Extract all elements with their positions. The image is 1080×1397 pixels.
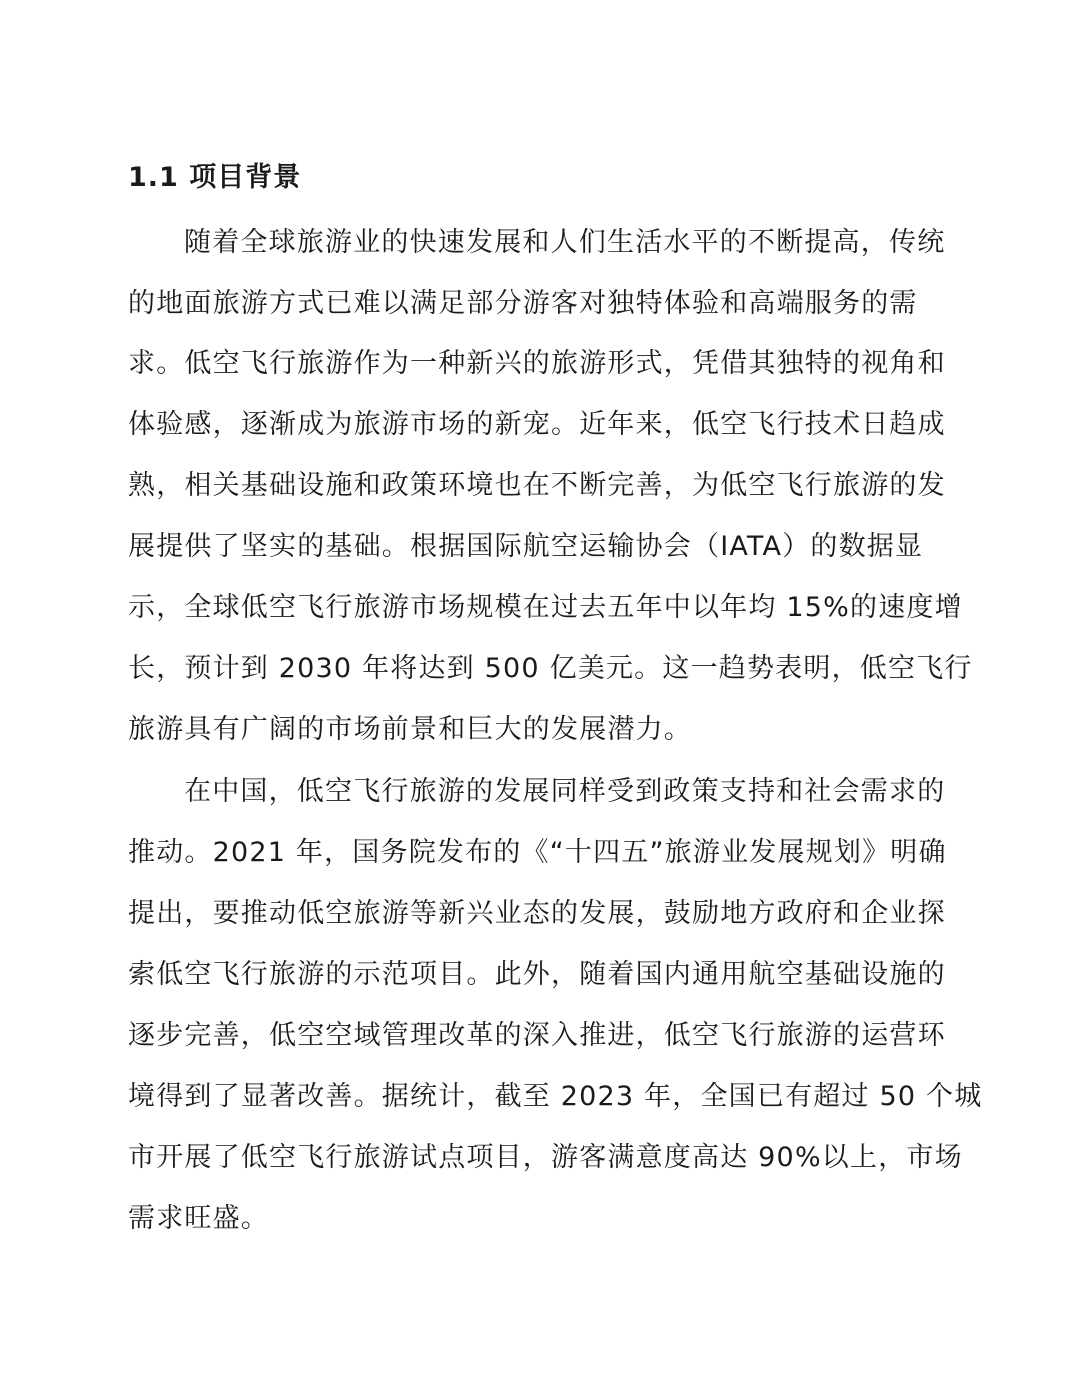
paragraph-line: 需求旺盛。 <box>128 1203 269 1234</box>
paragraph-line: 提出，要推动低空旅游等新兴业态的发展，鼓励地方政府和企业探 <box>128 898 946 929</box>
paragraph-line: 索低空飞行旅游的示范项目。此外，随着国内通用航空基础设施的 <box>128 959 946 990</box>
paragraph-line: 市开展了低空飞行旅游试点项目，游客满意度高达 90%以上，市场 <box>128 1142 963 1173</box>
paragraph-line: 长，预计到 2030 年将达到 500 亿美元。这一趋势表明，低空飞行 <box>128 653 973 684</box>
paragraph-line: 示，全球低空飞行旅游市场规模在过去五年中以年均 15%的速度增 <box>128 592 963 623</box>
paragraph-line: 求。低空飞行旅游作为一种新兴的旅游形式，凭借其独特的视角和 <box>128 348 946 379</box>
section-heading: 1.1 项目背景 <box>128 162 302 193</box>
paragraph-line: 随着全球旅游业的快速发展和人们生活水平的不断提高，传统 <box>184 227 946 258</box>
paragraph-line: 在中国，低空飞行旅游的发展同样受到政策支持和社会需求的 <box>184 776 946 807</box>
paragraph-line: 体验感，逐渐成为旅游市场的新宠。近年来，低空飞行技术日趋成 <box>128 409 946 440</box>
paragraph-line: 境得到了显著改善。据统计，截至 2023 年，全国已有超过 50 个城 <box>128 1081 983 1112</box>
paragraph-line: 推动。2021 年，国务院发布的《“十四五”旅游业发展规划》明确 <box>128 837 947 868</box>
paragraph-line: 熟，相关基础设施和政策环境也在不断完善，为低空飞行旅游的发 <box>128 470 946 501</box>
paragraph-line: 旅游具有广阔的市场前景和巨大的发展潜力。 <box>128 714 692 745</box>
paragraph-line: 逐步完善，低空空域管理改革的深入推进，低空飞行旅游的运营环 <box>128 1020 946 1051</box>
paragraph-line: 的地面旅游方式已难以满足部分游客对独特体验和高端服务的需 <box>128 288 918 319</box>
paragraph-line: 展提供了坚实的基础。根据国际航空运输协会（IATA）的数据显 <box>128 531 924 562</box>
